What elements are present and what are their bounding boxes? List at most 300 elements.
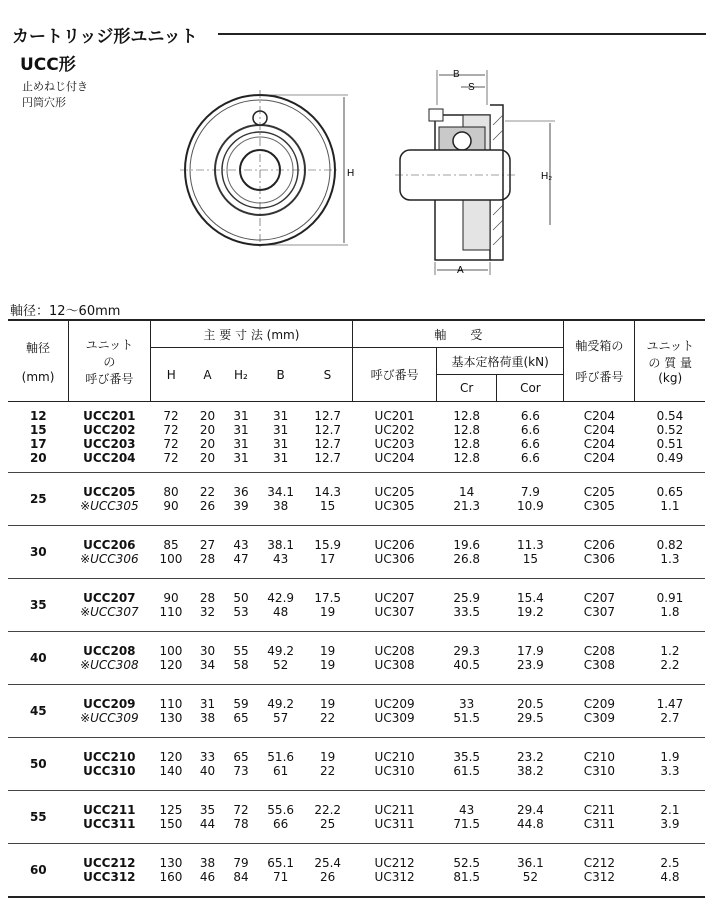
unit-number-cell <box>69 844 150 898</box>
value-h: 125 <box>159 803 183 817</box>
dim-label-H2: H₂ <box>541 171 553 182</box>
value-bearing: UC208 <box>374 644 415 658</box>
value-bearing: UC305 <box>374 499 415 513</box>
value-housing: C207 <box>583 591 616 605</box>
value-h2: 47 <box>233 552 249 566</box>
cell-mass <box>635 632 705 685</box>
value-cor: 15 <box>522 552 539 566</box>
table-row <box>8 738 705 791</box>
cell-h2 <box>223 738 259 791</box>
value-bearing: UC309 <box>374 711 415 725</box>
value-s: 12.7 <box>314 451 342 465</box>
cell-cor <box>497 473 564 526</box>
cell-h <box>150 632 192 685</box>
shaft-diameter-cell <box>8 844 69 898</box>
cell-h <box>150 685 192 738</box>
value-mass: 2.5 <box>660 856 680 870</box>
unit-number <box>69 437 150 451</box>
value-h2: 31 <box>233 409 249 423</box>
value-s: 26 <box>320 870 336 884</box>
unit-code: UCC309 <box>90 711 139 725</box>
value-cr: 71.5 <box>453 817 481 831</box>
value-b: 49.2 <box>267 697 295 711</box>
value-b: 48 <box>273 605 289 619</box>
table-row <box>8 685 705 738</box>
value-h2: 84 <box>233 870 249 884</box>
value-s: 17 <box>320 552 336 566</box>
value-h: 120 <box>159 658 183 672</box>
value-bearing: UC210 <box>374 750 415 764</box>
value-b: 42.9 <box>267 591 295 605</box>
value-a: 20 <box>199 451 216 465</box>
unit-number-cell <box>69 526 150 579</box>
unit-code: UCC209 <box>83 697 136 711</box>
value-cr: 21.3 <box>453 499 481 513</box>
shaft-diameter: 12 <box>29 409 47 423</box>
shaft-diameter-cell <box>8 473 69 526</box>
value-h2: 79 <box>233 856 249 870</box>
unit-code: UCC310 <box>83 764 136 778</box>
value-h: 150 <box>159 817 183 831</box>
unit-code: UCC307 <box>90 605 139 619</box>
value-bearing: UC203 <box>374 437 415 451</box>
cell-cor <box>497 738 564 791</box>
header-S: S <box>303 348 353 402</box>
unit-code: UCC203 <box>83 437 136 451</box>
model-title: UCC形 <box>20 55 76 75</box>
value-cor: 20.5 <box>517 697 544 711</box>
shaft-diameter: 55 <box>29 810 47 824</box>
cell-bearing <box>353 844 437 898</box>
value-housing: C208 <box>583 644 616 658</box>
front-view-drawing <box>170 80 370 260</box>
cell-cr <box>436 738 497 791</box>
value-mass: 1.2 <box>660 644 680 658</box>
cell-housing <box>564 738 635 791</box>
header-H: H <box>150 348 192 402</box>
cell-mass <box>635 738 705 791</box>
value-a: 28 <box>199 591 216 605</box>
unit-code: UCC205 <box>83 485 136 499</box>
unit-number <box>69 711 150 725</box>
value-h: 140 <box>159 764 183 778</box>
value-cr: 29.3 <box>453 644 481 658</box>
note-mark: ※ <box>80 499 91 513</box>
unit-number <box>69 750 150 764</box>
value-h2: 31 <box>233 437 249 451</box>
cell-a <box>192 526 223 579</box>
cell-h <box>150 844 192 898</box>
value-s: 17.5 <box>314 591 342 605</box>
cell-a <box>192 632 223 685</box>
cell-bearing <box>353 579 437 632</box>
cell-bearing <box>353 526 437 579</box>
value-cor: 19.2 <box>517 605 544 619</box>
shaft-diameter: 17 <box>29 437 47 451</box>
cell-cr <box>436 791 497 844</box>
value-housing: C204 <box>583 423 616 437</box>
value-bearing: UC212 <box>374 856 415 870</box>
cell-housing <box>564 402 635 473</box>
table-row <box>8 579 705 632</box>
unit-code: UCC212 <box>83 856 136 870</box>
value-h2: 59 <box>233 697 249 711</box>
cell-a <box>192 685 223 738</box>
value-a: 22 <box>199 485 216 499</box>
value-b: 49.2 <box>267 644 295 658</box>
value-h2: 50 <box>233 591 249 605</box>
unit-number <box>69 409 150 423</box>
cell-h2 <box>223 791 259 844</box>
value-housing: C205 <box>583 485 616 499</box>
side-section-drawing <box>395 65 565 280</box>
value-bearing: UC204 <box>374 451 415 465</box>
unit-number-cell <box>69 579 150 632</box>
value-h2: 36 <box>233 485 249 499</box>
value-h2: 65 <box>233 750 249 764</box>
value-a: 38 <box>199 711 216 725</box>
cell-a <box>192 473 223 526</box>
cell-s <box>303 473 353 526</box>
cell-h <box>150 526 192 579</box>
cell-mass <box>635 579 705 632</box>
unit-code: UCC312 <box>83 870 136 884</box>
table-header <box>8 320 705 402</box>
value-s: 25.4 <box>314 856 342 870</box>
unit-code: UCC202 <box>83 423 136 437</box>
unit-number-cell <box>69 791 150 844</box>
value-h: 100 <box>159 644 183 658</box>
value-b: 52 <box>273 658 289 672</box>
header-unit-no: ユニット の 呼び番号 <box>69 320 150 402</box>
note-bore-type: 円筒穴形 <box>22 96 66 109</box>
cell-b <box>259 473 303 526</box>
cell-b <box>259 738 303 791</box>
value-h2: 31 <box>233 451 249 465</box>
header-main-dims: 主 要 寸 法 (mm) <box>150 320 353 348</box>
value-mass: 0.52 <box>656 423 684 437</box>
cell-s <box>303 685 353 738</box>
dim-label-H: H <box>347 168 355 179</box>
value-s: 12.7 <box>314 409 342 423</box>
note-mark: ※ <box>80 711 91 725</box>
value-mass: 4.8 <box>660 870 680 884</box>
value-cr: 12.8 <box>453 409 481 423</box>
value-housing: C209 <box>583 697 616 711</box>
value-b: 43 <box>273 552 289 566</box>
unit-number <box>69 817 150 831</box>
shaft-diameter: 50 <box>29 757 47 771</box>
value-a: 30 <box>199 644 216 658</box>
value-h2: 65 <box>233 711 249 725</box>
cell-bearing <box>353 402 437 473</box>
shaft-diameter-cell <box>8 685 69 738</box>
value-housing: C204 <box>583 437 616 451</box>
cell-cor <box>497 632 564 685</box>
cell-mass <box>635 402 705 473</box>
table-row <box>8 473 705 526</box>
value-cor: 36.1 <box>517 856 544 870</box>
cell-h2 <box>223 632 259 685</box>
value-b: 61 <box>273 764 289 778</box>
value-bearing: UC201 <box>374 409 415 423</box>
header-load-rating: 基本定格荷重(kN) <box>436 348 563 375</box>
cell-h <box>150 473 192 526</box>
header-Cr: Cr <box>436 375 497 402</box>
value-a: 32 <box>199 605 216 619</box>
table-body <box>8 402 705 898</box>
value-b: 51.6 <box>267 750 295 764</box>
value-b: 55.6 <box>267 803 295 817</box>
value-bearing: UC311 <box>374 817 415 831</box>
unit-number <box>69 538 150 552</box>
cell-a <box>192 579 223 632</box>
value-mass: 2.2 <box>660 658 680 672</box>
header-Cor: Cor <box>497 375 564 402</box>
value-cor: 6.6 <box>520 423 540 437</box>
value-h: 72 <box>163 451 179 465</box>
title-rule <box>218 33 706 35</box>
value-h: 120 <box>159 750 183 764</box>
value-mass: 1.8 <box>660 605 680 619</box>
unit-number <box>69 697 150 711</box>
dim-label-B: B <box>453 69 460 80</box>
cell-mass <box>635 791 705 844</box>
value-b: 57 <box>273 711 289 725</box>
value-h: 130 <box>159 856 183 870</box>
value-h2: 53 <box>233 605 249 619</box>
value-mass: 0.65 <box>656 485 684 499</box>
value-mass: 3.9 <box>660 817 680 831</box>
value-mass: 2.7 <box>660 711 680 725</box>
value-bearing: UC207 <box>374 591 415 605</box>
value-cr: 12.8 <box>453 423 481 437</box>
cell-housing <box>564 685 635 738</box>
cell-cr <box>436 579 497 632</box>
unit-code: UCC207 <box>83 591 136 605</box>
value-bearing: UC206 <box>374 538 415 552</box>
value-housing: C210 <box>583 750 616 764</box>
cell-cor <box>497 402 564 473</box>
header-A: A <box>192 348 223 402</box>
value-cor: 10.9 <box>517 499 544 513</box>
cell-cor <box>497 844 564 898</box>
value-mass: 0.91 <box>656 591 684 605</box>
cell-bearing <box>353 738 437 791</box>
cell-h2 <box>223 402 259 473</box>
shaft-diameter-cell <box>8 402 69 473</box>
shaft-diameter-cell <box>8 632 69 685</box>
unit-number <box>69 658 150 672</box>
unit-number-cell <box>69 473 150 526</box>
value-bearing: UC211 <box>374 803 415 817</box>
value-mass: 0.54 <box>656 409 684 423</box>
value-b: 31 <box>273 409 289 423</box>
axis-range-label: 軸径：12〜60mm <box>10 304 121 319</box>
value-b: 38.1 <box>267 538 295 552</box>
value-cor: 23.9 <box>517 658 544 672</box>
header-shaft: 軸径 (mm) <box>8 320 69 402</box>
cell-s <box>303 791 353 844</box>
cell-h <box>150 738 192 791</box>
shaft-diameter-cell <box>8 791 69 844</box>
value-b: 31 <box>273 423 289 437</box>
shaft-diameter: 45 <box>29 704 47 718</box>
cell-bearing <box>353 632 437 685</box>
value-h: 90 <box>163 591 179 605</box>
value-b: 66 <box>273 817 289 831</box>
value-bearing: UC308 <box>374 658 415 672</box>
cell-cor <box>497 685 564 738</box>
value-cr: 12.8 <box>453 437 481 451</box>
value-cr: 35.5 <box>453 750 481 764</box>
value-a: 44 <box>199 817 216 831</box>
cell-b <box>259 632 303 685</box>
cell-a <box>192 738 223 791</box>
value-bearing: UC205 <box>374 485 415 499</box>
unit-number <box>69 591 150 605</box>
cell-b <box>259 579 303 632</box>
unit-code: UCC311 <box>83 817 136 831</box>
value-a: 28 <box>199 552 216 566</box>
value-cr: 61.5 <box>453 764 481 778</box>
value-h: 160 <box>159 870 183 884</box>
value-cr: 33 <box>459 697 475 711</box>
value-b: 34.1 <box>267 485 295 499</box>
cell-a <box>192 844 223 898</box>
value-housing: C211 <box>583 803 616 817</box>
header-bearing-no: 呼び番号 <box>353 348 437 402</box>
shaft-diameter-cell <box>8 738 69 791</box>
cell-h2 <box>223 473 259 526</box>
unit-number <box>69 451 150 465</box>
value-cor: 23.2 <box>517 750 544 764</box>
table-row <box>8 791 705 844</box>
table-row <box>8 632 705 685</box>
unit-code: UCC305 <box>90 499 139 513</box>
cell-s <box>303 632 353 685</box>
value-b: 38 <box>273 499 289 513</box>
unit-number <box>69 499 150 513</box>
cell-housing <box>564 526 635 579</box>
cell-b <box>259 791 303 844</box>
cell-cr <box>436 632 497 685</box>
unit-code: UCC306 <box>90 552 139 566</box>
value-mass: 1.47 <box>656 697 684 711</box>
note-mark: ※ <box>80 658 91 672</box>
value-bearing: UC310 <box>374 764 415 778</box>
value-a: 46 <box>199 870 216 884</box>
value-h: 72 <box>163 423 179 437</box>
header-mass: ユニット の 質 量 (kg) <box>635 320 705 402</box>
value-h: 100 <box>159 552 183 566</box>
unit-code: UCC210 <box>83 750 136 764</box>
value-bearing: UC307 <box>374 605 415 619</box>
value-cor: 7.9 <box>520 485 540 499</box>
value-cor: 6.6 <box>520 409 540 423</box>
unit-number <box>69 870 150 884</box>
unit-number-cell <box>69 685 150 738</box>
cell-housing <box>564 632 635 685</box>
value-cor: 44.8 <box>517 817 544 831</box>
unit-code: UCC206 <box>83 538 136 552</box>
value-bearing: UC209 <box>374 697 415 711</box>
value-housing: C311 <box>583 817 616 831</box>
value-housing: C308 <box>583 658 616 672</box>
cell-mass <box>635 526 705 579</box>
value-mass: 0.51 <box>656 437 684 451</box>
cell-h <box>150 402 192 473</box>
cell-h <box>150 579 192 632</box>
value-cr: 25.9 <box>453 591 481 605</box>
shaft-diameter: 30 <box>29 545 47 559</box>
cell-b <box>259 844 303 898</box>
value-bearing: UC202 <box>374 423 415 437</box>
cell-cr <box>436 685 497 738</box>
value-bearing: UC312 <box>374 870 415 884</box>
value-s: 12.7 <box>314 423 342 437</box>
value-h2: 73 <box>233 764 249 778</box>
cell-h2 <box>223 844 259 898</box>
cell-housing <box>564 791 635 844</box>
value-mass: 2.1 <box>660 803 680 817</box>
dim-label-A: A <box>457 265 464 276</box>
dim-label-S: S <box>468 82 475 93</box>
value-a: 38 <box>199 856 216 870</box>
value-cor: 6.6 <box>520 437 540 451</box>
value-housing: C309 <box>583 711 616 725</box>
cell-s <box>303 738 353 791</box>
cell-mass <box>635 473 705 526</box>
value-h: 110 <box>159 605 183 619</box>
value-h2: 39 <box>233 499 249 513</box>
value-s: 25 <box>320 817 336 831</box>
cell-b <box>259 685 303 738</box>
cell-cor <box>497 526 564 579</box>
value-housing: C306 <box>583 552 616 566</box>
value-cr: 52.5 <box>453 856 481 870</box>
unit-number <box>69 856 150 870</box>
value-a: 34 <box>199 658 216 672</box>
unit-number <box>69 605 150 619</box>
value-h: 110 <box>159 697 183 711</box>
header-housing: 軸受箱の 呼び番号 <box>564 320 635 402</box>
cell-h2 <box>223 526 259 579</box>
value-bearing: UC306 <box>374 552 415 566</box>
table-row <box>8 844 705 898</box>
value-s: 15.9 <box>314 538 342 552</box>
value-s: 19 <box>320 750 336 764</box>
value-cr: 12.8 <box>453 451 481 465</box>
unit-code: UCC211 <box>83 803 136 817</box>
value-housing: C204 <box>583 409 616 423</box>
cell-cr <box>436 844 497 898</box>
cell-s <box>303 579 353 632</box>
cell-b <box>259 402 303 473</box>
shaft-diameter: 40 <box>29 651 47 665</box>
cell-housing <box>564 844 635 898</box>
value-mass: 1.1 <box>660 499 680 513</box>
shaft-diameter: 25 <box>29 492 47 506</box>
value-a: 27 <box>199 538 216 552</box>
value-mass: 3.3 <box>660 764 680 778</box>
value-h: 90 <box>163 499 179 513</box>
cell-h2 <box>223 685 259 738</box>
value-a: 35 <box>199 803 216 817</box>
value-s: 22 <box>320 764 336 778</box>
value-b: 65.1 <box>267 856 295 870</box>
value-s: 14.3 <box>314 485 342 499</box>
